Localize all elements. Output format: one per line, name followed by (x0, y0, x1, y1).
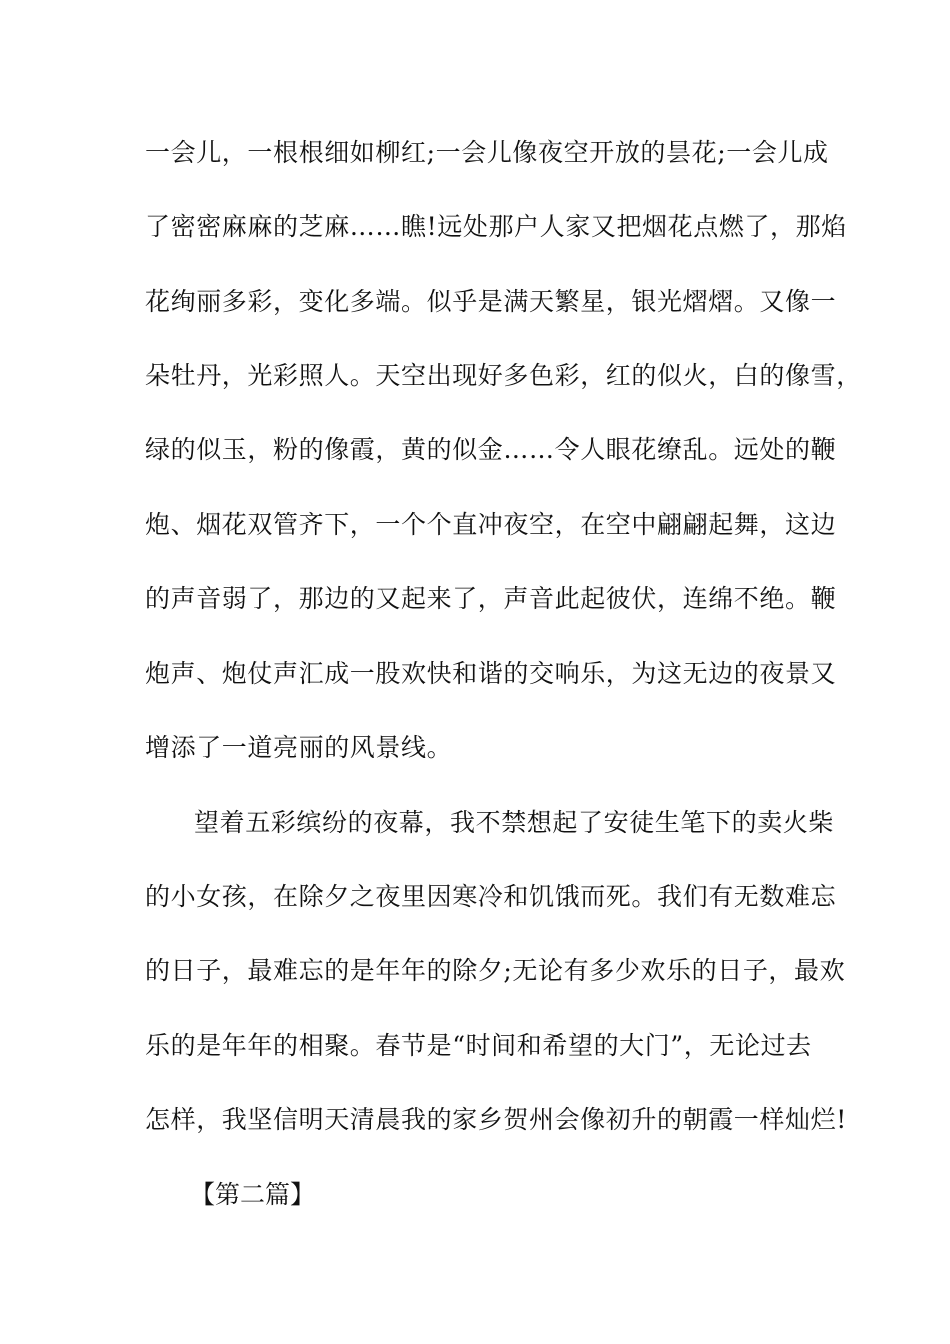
text-line-4: 朵牡丹，光彩照人。天空出现好多色彩，红的似火，白的像雪， (145, 361, 862, 390)
text-line-12: 的日子，最难忘的是年年的除夕;无论有多少欢乐的日子，最欢 (145, 956, 846, 985)
text-line-1: 一会儿，一根根细如柳红;一会儿像夜空开放的昙花;一会儿成 (145, 138, 829, 167)
section-heading: 【第二篇】 (190, 1180, 316, 1209)
text-line-9: 增添了一道亮丽的风景线。 (145, 733, 453, 762)
text-line-5: 绿的似玉，粉的像霞，黄的似金……令人眼花缭乱。远处的鞭 (145, 435, 837, 464)
text-line-13: 乐的是年年的相聚。春节是“时间和希望的大门”，无论过去 (145, 1031, 812, 1060)
text-line-11: 的小女孩，在除夕之夜里因寒冷和饥饿而死。我们有无数难忘 (145, 882, 837, 911)
text-line-2: 了密密麻麻的芝麻……瞧!远处那户人家又把烟花点燃了，那焰 (145, 212, 847, 241)
text-line-3: 花绚丽多彩，变化多端。似乎是满天繁星，银光熠熠。又像一 (145, 287, 837, 316)
text-line-8: 炮声、炮仗声汇成一股欢快和谐的交响乐，为这无边的夜景又 (145, 659, 837, 688)
text-line-7: 的声音弱了，那边的又起来了，声音此起彼伏，连绵不绝。鞭 (145, 584, 837, 613)
text-line-14: 怎样，我坚信明天清晨我的家乡贺州会像初升的朝霞一样灿烂! (145, 1105, 847, 1134)
text-line-6: 炮、烟花双管齐下，一个个直冲夜空，在空中翩翩起舞，这边 (145, 510, 837, 539)
text-line-10: 望着五彩缤纷的夜幕，我不禁想起了安徒生笔下的卖火柴 (194, 808, 835, 837)
